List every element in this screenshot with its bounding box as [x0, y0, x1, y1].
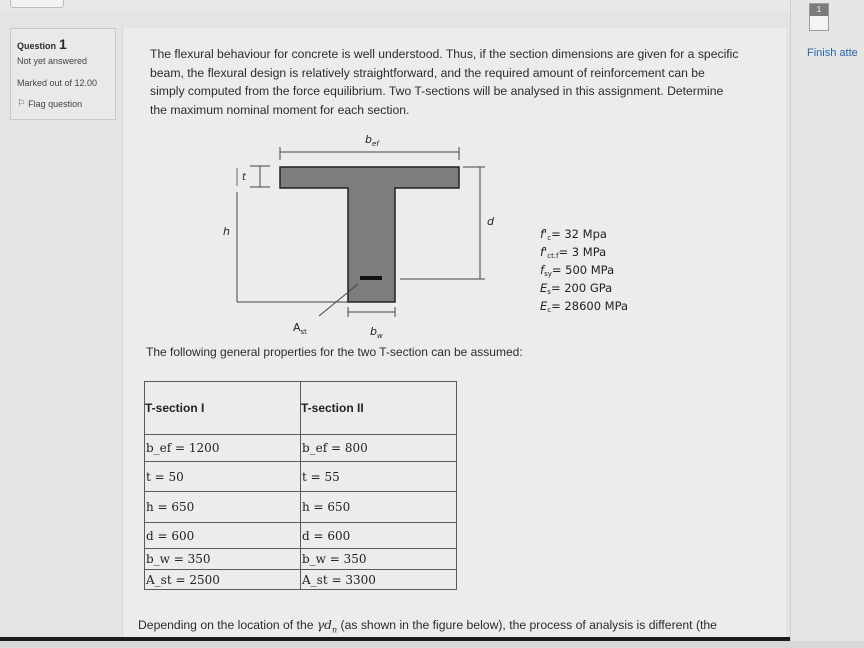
properties-intro: The following general properties for the two T-section can be assumed:: [146, 345, 523, 359]
bef-label: $b_{ef}$: [365, 133, 379, 148]
question-nav-number: 1: [810, 4, 828, 16]
t-section-figure: [213, 130, 663, 362]
table-cell: d = 600: [145, 523, 301, 549]
t-section-shape: [280, 167, 459, 302]
table-cell: h = 650: [301, 492, 457, 523]
table-cell: A_st = 3300: [301, 570, 457, 590]
question-status: Not yet answered: [17, 56, 88, 66]
table-row: [145, 523, 457, 549]
property-es: Es= 200 GPa: [540, 281, 613, 296]
question-nav-button[interactable]: [809, 3, 829, 31]
finish-attempt-link[interactable]: Finish atte: [807, 47, 858, 59]
question-number: 1: [59, 36, 67, 52]
property-fctf: f'ct.f= 3 MPa: [540, 245, 607, 260]
bw-label: $b_w$: [370, 325, 383, 340]
gamma-dn-symbol: $\gamma d_n$: [316, 618, 338, 635]
top-strip: [0, 0, 864, 10]
question-heading: [17, 36, 109, 52]
quiz-navigation: [790, 0, 864, 648]
table-cell: h = 650: [145, 492, 301, 523]
table-cell: t = 55: [301, 462, 457, 492]
table-cell: A_st = 2500: [145, 570, 301, 590]
table-row: [145, 492, 457, 523]
intro-text: The flexural behaviour for concrete is well understood. Thus, if the section dimensions are given for a specific beam, the flexural design is relatively straightforward, and the required amount of reinforcement can be simply computed from the force equilibrium. Two T-sections will be analysed in this assignment. Determine the maximum nominal moment for each section.: [150, 47, 739, 117]
question-info-box: [10, 28, 116, 120]
table-row: [145, 549, 457, 570]
property-ec: Ec= 28600 MPa: [540, 299, 629, 314]
flag-icon: ⚐: [17, 98, 26, 108]
ast-label: $A_{st}$: [293, 321, 307, 336]
table-cell: b_ef = 1200: [145, 435, 301, 462]
reinforcement-bar: [360, 276, 382, 280]
table-cell: b_ef = 800: [301, 435, 457, 462]
table-cell: b_w = 350: [301, 549, 457, 570]
material-properties: [540, 227, 628, 314]
table-header-section-1: T-section I: [145, 382, 301, 435]
d-label: d: [487, 215, 494, 228]
table-cell: d = 600: [301, 523, 457, 549]
question-marks: Marked out of 12.00: [17, 78, 98, 88]
t-label: t: [242, 172, 246, 183]
question-content: [122, 28, 786, 648]
table-row: [145, 462, 457, 492]
analysis-text: Depending on the location of the $\gamma d_n$ (as shown in the figure below), the process of analysis is different (the: [138, 618, 717, 635]
table-row: [145, 435, 457, 462]
table-cell: t = 50: [145, 462, 301, 492]
bottom-shade: [0, 641, 864, 648]
table-row: [145, 570, 457, 590]
flag-question-link[interactable]: [17, 98, 109, 109]
top-button[interactable]: [10, 0, 64, 8]
question-label: Question: [17, 41, 57, 51]
h-label: h: [223, 225, 230, 238]
flag-question-label: Flag question: [28, 98, 83, 109]
property-fc: f'c= 32 Mpa: [540, 227, 607, 242]
table-cell: b_w = 350: [145, 549, 301, 570]
t-section-table: [144, 381, 457, 590]
property-fsy: fsy= 500 MPa: [540, 263, 615, 278]
table-header-section-2: T-section II: [301, 382, 457, 435]
